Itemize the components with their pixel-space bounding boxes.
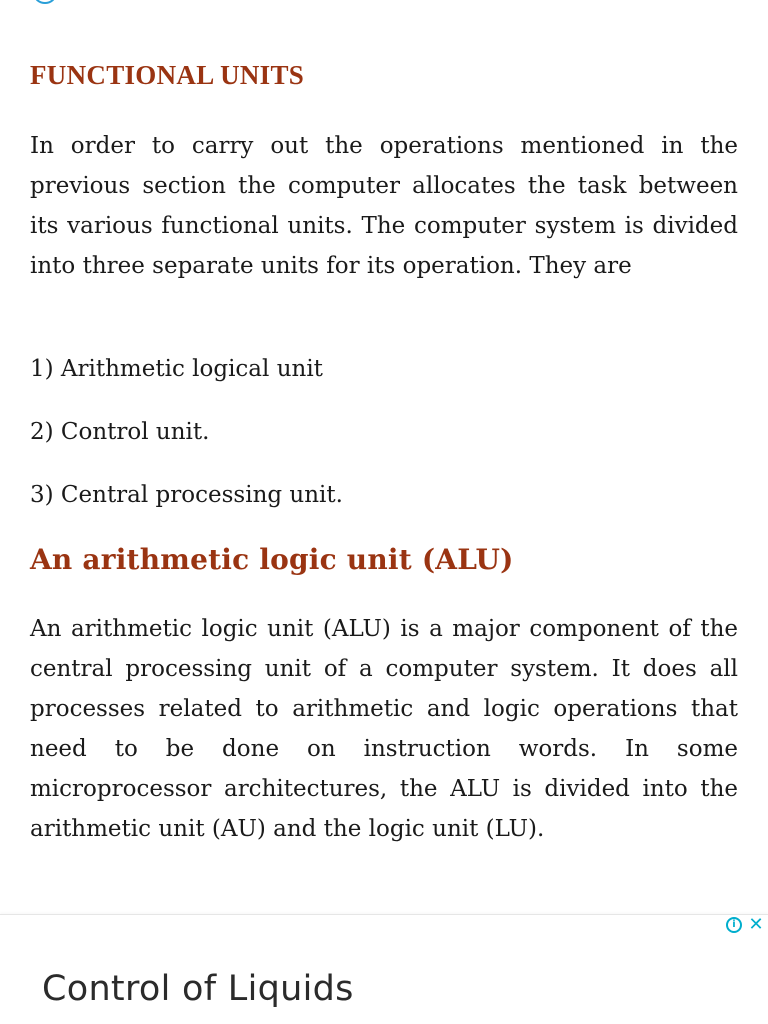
intro-paragraph: In order to carry out the operations mentioned in the previous section the computer allocates the task between its various functional units. The computer system is divided into three separate units for its operation. They are bbox=[30, 133, 738, 279]
ad-controls bbox=[724, 915, 766, 935]
top-partial-icon bbox=[34, 0, 56, 4]
heading-alu: An arithmetic logic unit (ALU) bbox=[30, 543, 514, 576]
ad-banner[interactable] bbox=[0, 914, 768, 1024]
ad-info-button[interactable] bbox=[724, 915, 744, 935]
close-icon[interactable]: ✕ bbox=[748, 914, 764, 935]
info-icon: i bbox=[726, 917, 742, 933]
heading-functional-units: FUNCTIONAL UNITS bbox=[30, 60, 305, 90]
ad-title[interactable]: Control of Liquids bbox=[42, 969, 354, 1009]
list-item-cpu: 3) Central processing unit. bbox=[30, 482, 343, 508]
list-item-control-unit: 2) Control unit. bbox=[30, 419, 210, 445]
alu-paragraph: An arithmetic logic unit (ALU) is a major component of the central processing unit of a computer system. It does all processes related to arithmetic and logic operations that need to be done on instruction words. In some microprocessor architectures, the ALU is divided into the arithmetic unit (AU) and the logic unit (LU). bbox=[30, 616, 738, 842]
list-item-alu: 1) Arithmetic logical unit bbox=[30, 356, 323, 382]
